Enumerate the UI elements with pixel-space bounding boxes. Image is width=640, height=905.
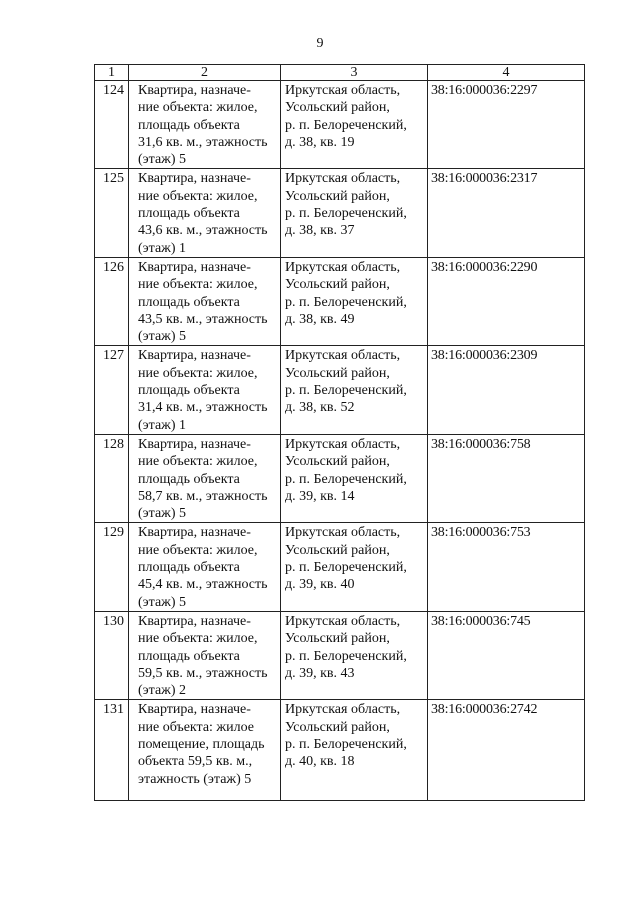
table-row: [95, 81, 585, 169]
address-line: д. 39, кв. 40: [285, 577, 355, 593]
table-row: [95, 169, 585, 257]
address-line: Усольский район,: [285, 188, 390, 204]
row-number: 130: [95, 611, 129, 699]
row-number: 129: [95, 523, 129, 611]
address-line: Усольский район,: [285, 631, 390, 647]
description-line: ние объекта: жилое,: [138, 542, 258, 558]
cadastral-number: 38:16:000036:2317: [428, 169, 585, 257]
address-line: р. п. Белореченский,: [285, 736, 407, 752]
address-line: Усольский район,: [285, 365, 390, 381]
description-line: 31,6 кв. м., этажность: [138, 134, 268, 150]
object-address: [281, 169, 428, 257]
address-line: р. п. Белореченский,: [285, 117, 407, 133]
description-line: ние объекта: жилое,: [138, 365, 258, 381]
address-line: Иркутская область,: [285, 613, 401, 629]
description-line: 59,5 кв. м., этажность: [138, 665, 268, 681]
description-line: Квартира, назначе-: [138, 525, 251, 541]
address-line: Усольский район,: [285, 454, 390, 470]
address-line: д. 38, кв. 19: [285, 134, 355, 150]
address-line: Иркутская область,: [285, 348, 401, 364]
object-address: [281, 611, 428, 699]
description-line: площадь объекта: [138, 117, 240, 133]
table-row: [95, 257, 585, 345]
column-header-name: 2: [129, 65, 281, 81]
address-line: Усольский район,: [285, 719, 390, 735]
table-header-row: [95, 65, 585, 81]
description-line: ние объекта: жилое,: [138, 277, 258, 293]
address-line: Иркутская область,: [285, 702, 401, 718]
object-address: [281, 346, 428, 434]
description-line: 31,4 кв. м., этажность: [138, 400, 268, 416]
description-line: (этаж) 5: [138, 594, 187, 610]
object-address: [281, 257, 428, 345]
description-line: 45,4 кв. м., этажность: [138, 577, 268, 593]
address-line: Иркутская область,: [285, 171, 401, 187]
description-line: (этаж) 1: [138, 417, 187, 433]
description-line: площадь объекта: [138, 471, 240, 487]
description-line: ние объекта: жилое,: [138, 631, 258, 647]
description-line: Квартира, назначе-: [138, 702, 251, 718]
cadastral-number: 38:16:000036:2742: [428, 700, 585, 801]
address-line: р. п. Белореченский,: [285, 560, 407, 576]
table-row: [95, 523, 585, 611]
address-line: р. п. Белореченский,: [285, 648, 407, 664]
cadastral-number: 38:16:000036:2290: [428, 257, 585, 345]
table-row: [95, 611, 585, 699]
description-line: 43,6 кв. м., этажность: [138, 223, 268, 239]
address-line: Иркутская область,: [285, 436, 401, 452]
address-line: Усольский район,: [285, 100, 390, 116]
object-description: [129, 523, 281, 611]
address-line: Иркутская область,: [285, 83, 401, 98]
address-line: р. п. Белореченский,: [285, 294, 407, 310]
description-line: 58,7 кв. м., этажность: [138, 488, 268, 504]
row-number: 127: [95, 346, 129, 434]
description-line: помещение, площадь: [138, 736, 265, 752]
object-address: [281, 81, 428, 169]
description-line: Квартира, назначе-: [138, 171, 251, 187]
description-line: ние объекта: жилое,: [138, 454, 258, 470]
address-line: р. п. Белореченский,: [285, 206, 407, 222]
object-description: [129, 434, 281, 522]
description-line: ние объекта: жилое,: [138, 100, 258, 116]
object-description: [129, 611, 281, 699]
table-row: [95, 346, 585, 434]
description-line: площадь объекта: [138, 294, 240, 310]
column-header-cadastral: 4: [428, 65, 585, 81]
description-line: объекта 59,5 кв. м.,: [138, 754, 253, 770]
description-line: Квартира, назначе-: [138, 436, 251, 452]
address-line: д. 39, кв. 43: [285, 665, 355, 681]
description-line: Квартира, назначе-: [138, 83, 251, 98]
description-line: (этаж) 2: [138, 683, 187, 699]
object-address: [281, 434, 428, 522]
address-line: р. п. Белореченский,: [285, 471, 407, 487]
object-address: [281, 700, 428, 801]
description-line: Квартира, назначе-: [138, 613, 251, 629]
cadastral-number: 38:16:000036:753: [428, 523, 585, 611]
description-line: 43,5 кв. м., этажность: [138, 311, 268, 327]
cadastral-number: 38:16:000036:758: [428, 434, 585, 522]
address-line: д. 38, кв. 49: [285, 311, 355, 327]
property-registry-table: [94, 64, 585, 801]
description-line: ние объекта: жилое,: [138, 188, 258, 204]
address-line: Иркутская область,: [285, 525, 401, 541]
description-line: ние объекта: жилое: [138, 719, 254, 735]
address-line: Иркутская область,: [285, 259, 401, 275]
cadastral-number: 38:16:000036:2309: [428, 346, 585, 434]
description-line: (этаж) 5: [138, 329, 187, 345]
address-line: р. п. Белореченский,: [285, 383, 407, 399]
object-description: [129, 257, 281, 345]
object-description: [129, 346, 281, 434]
address-line: Усольский район,: [285, 542, 390, 558]
row-number: 126: [95, 257, 129, 345]
description-line: Квартира, назначе-: [138, 348, 251, 364]
page-number: 9: [316, 36, 324, 51]
object-description: [129, 81, 281, 169]
table-row: [95, 700, 585, 801]
description-line: этажность (этаж) 5: [138, 771, 252, 787]
address-line: д. 40, кв. 18: [285, 754, 355, 770]
column-header-number: 1: [95, 65, 129, 81]
row-number: 125: [95, 169, 129, 257]
description-line: (этаж) 5: [138, 152, 187, 168]
description-line: площадь объекта: [138, 383, 240, 399]
row-number: 124: [95, 81, 129, 169]
cadastral-number: 38:16:000036:2297: [428, 81, 585, 169]
address-line: Усольский район,: [285, 277, 390, 293]
address-line: д. 39, кв. 14: [285, 488, 355, 504]
description-line: площадь объекта: [138, 560, 240, 576]
row-number: 131: [95, 700, 129, 801]
object-description: [129, 169, 281, 257]
row-number: 128: [95, 434, 129, 522]
description-line: (этаж) 1: [138, 240, 187, 256]
description-line: (этаж) 5: [138, 506, 187, 522]
object-address: [281, 523, 428, 611]
description-line: площадь объекта: [138, 206, 240, 222]
address-line: д. 38, кв. 52: [285, 400, 355, 416]
table-row: [95, 434, 585, 522]
address-line: д. 38, кв. 37: [285, 223, 355, 239]
cadastral-number: 38:16:000036:745: [428, 611, 585, 699]
object-description: [129, 700, 281, 801]
description-line: площадь объекта: [138, 648, 240, 664]
description-line: Квартира, назначе-: [138, 259, 251, 275]
column-header-address: 3: [281, 65, 428, 81]
